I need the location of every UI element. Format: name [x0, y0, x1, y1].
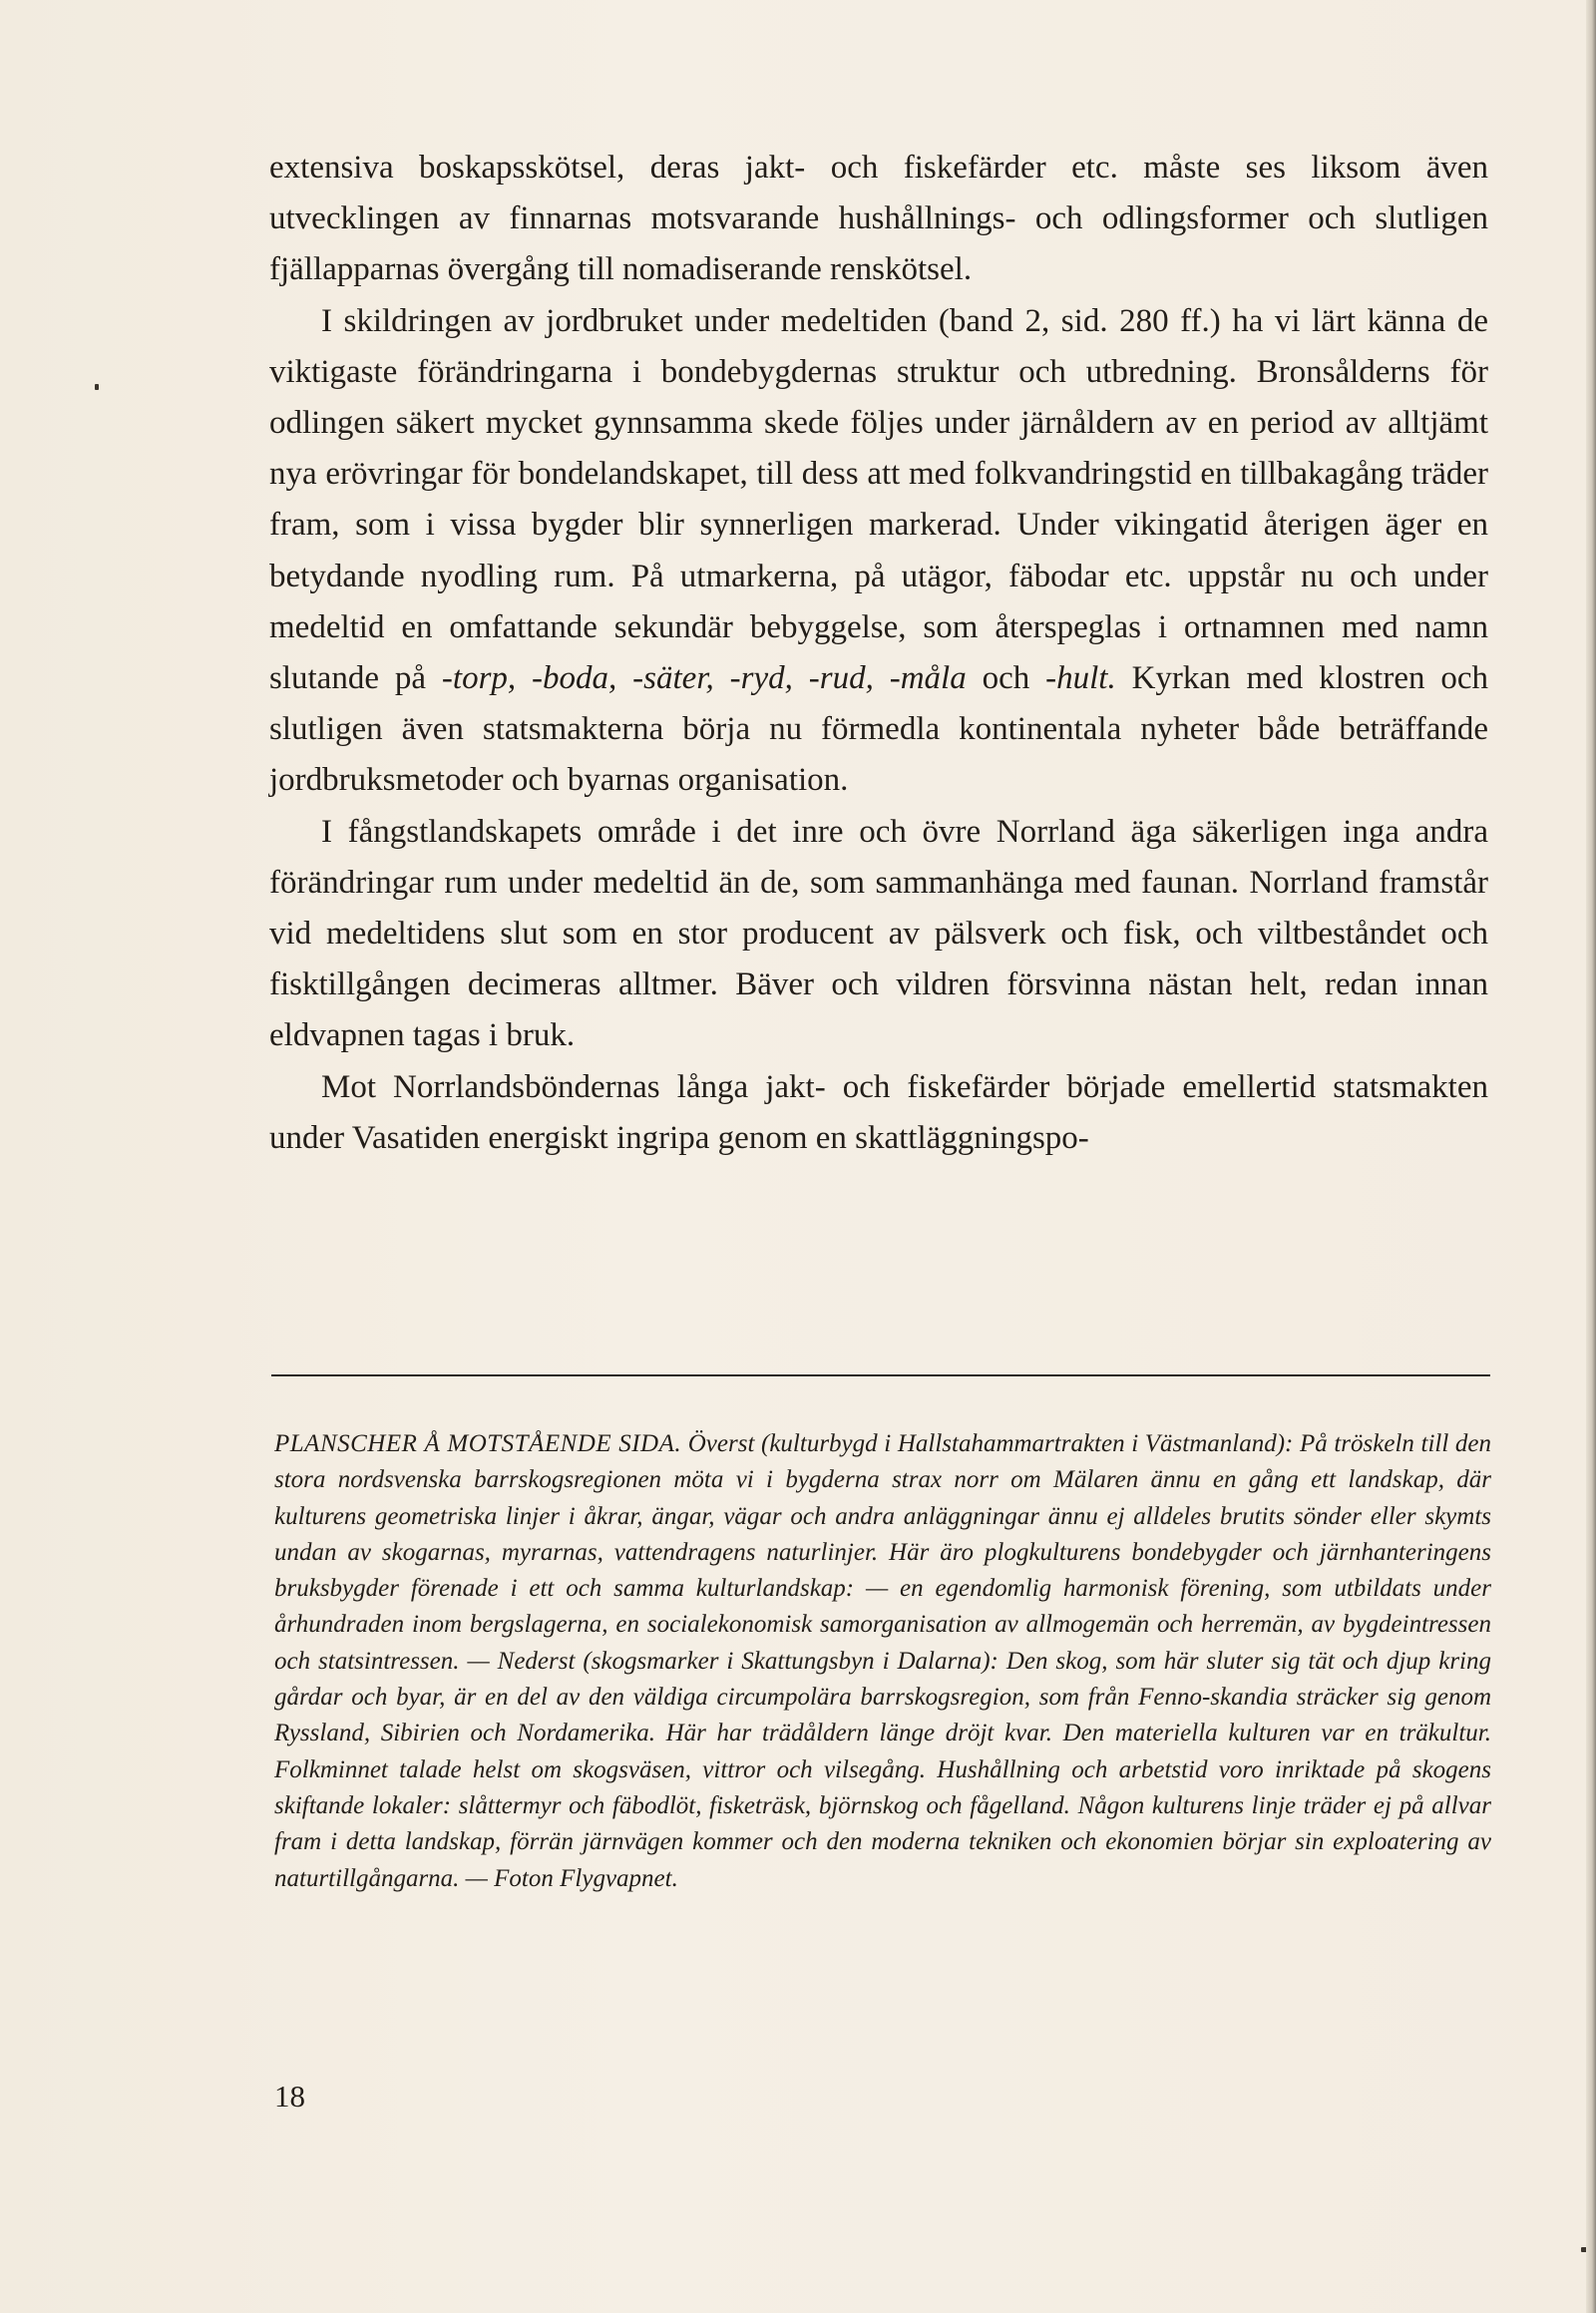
place-name-suffix-hult: -hult. — [1045, 660, 1116, 697]
scan-speck — [95, 384, 99, 390]
paragraph-4 — [269, 1062, 1488, 1164]
paragraph-3 — [269, 807, 1488, 1062]
caption-heading: PLANSCHER Å MOTSTÅENDE SIDA. — [274, 1430, 682, 1457]
page-edge-shadow — [1586, 0, 1596, 2313]
plate-caption — [274, 1426, 1491, 1897]
paragraph-1 — [269, 143, 1488, 296]
paragraph-3-text: I fångstlandskapets område i det inre och övre Norrland äga säkerligen inga andra förändringar rum under medeltid än de, som sammanhänga med faunan. Norrland framstår vid medeltidens slut som en stor producent av pälsverk och fisk, och viltbeståndet och fisktillgången decimeras alltmer. Bäver och vildren försvinna nästan helt, redan innan eldvapnen tagas i bruk. — [269, 813, 1488, 1054]
paragraph-2 — [269, 296, 1488, 807]
place-name-suffixes: -torp, -boda, -säter, -ryd, -rud, -måla — [441, 660, 967, 697]
caption-paragraph — [274, 1426, 1491, 1897]
paragraph-2-text: I skildringen av jordbruket under medeltiden (band 2, sid. 280 ff.) ha vi lärt känna de viktigaste förändringarna i bondebygdernas struktur och utbredning. Bronsålderns för odlingen säkert mycket gynnsamma skede följes under järnåldern av en period av alltjämt nya erövringar för bondelandskapet, till dess att med folkvandringstid en tillbakagång träder fram, som i vissa bygder blir synnerligen markerad. Under vikingatid återigen äger en betydande nyodling rum. På utmarkerna, på utägor, fäbodar etc. uppstår nu och under medeltid en omfattande sekundär bebyggelse, som återspeglas i ortnamnen med namn slutande på — [269, 302, 1488, 697]
main-text — [269, 143, 1488, 1164]
paragraph-4-text: Mot Norrlandsböndernas långa jakt- och fiskefärder började emellertid statsmakten under Vasatiden energiskt ingripa genom en skattläggningspo- — [269, 1068, 1488, 1156]
paragraph-2-conjunction: och — [966, 660, 1046, 697]
caption-divider — [271, 1374, 1490, 1376]
paragraph-2-text-end: Kyrkan med klostren och slutligen även statsmakterna börja nu förmedla kontinentala nyheter både beträffande jordbruksmetoder och byarnas organisation. — [269, 660, 1489, 799]
caption-text: Överst (kulturbygd i Hallstahammartrakten i Västmanland): På tröskeln till den stora nordsvenska barrskogsregionen möta vi i bygderna strax norr om Mälaren ännu en gång ett landskap, där kulturens geometriska linjer i åkrar, ängar, vägar och andra anläggningar ännu ej alldeles brutits sönder eller skymts undan av skogarnas, myrarnas, vattendragens naturlinjer. Här äro plogkulturens bondebygder och järnhanteringens bruksbygder förenade i ett och samma kulturlandskap: — en egendomlig harmonisk förening, som utbildats under århundraden inom bergslagerna, en socialekonomisk samorganisation av allmogemän och herremän, av bygdeintressen och statsintressen. — Nederst (skogsmarker i Skattungsbyn i Dalarna): Den skog, som här sluter sig tät och djup kring gårdar och byar, är en del av den väldiga circumpolära barrskogsregion, som från Fenno-skandia sträcker sig genom Ryssland, Sibirien och Nordamerika. Här har trädåldern länge dröjt kvar. Den materiella kulturen var en träkultur. Folkminnet talade helst om skogsväsen, vittror och vilsegång. Hushållning och arbetstid voro inriktade på skogens skiftande lokaler: slåttermyr och fäbodlöt, fisketräsk, björnskog och fågelland. Någon kulturens linje träder ej på allvar fram i detta landskap, förrän järnvägen kommer och den moderna tekniken och ekonomien börjar sin exploatering av naturtillgångarna. — Foton Flygvapnet. — [274, 1430, 1491, 1892]
page-number: 18 — [274, 2079, 305, 2114]
paragraph-1-text: extensiva boskapsskötsel, deras jakt- och fiskefärder etc. måste ses liksom även utvecklingen av finnarnas motsvarande hushållnings- och odlingsformer och slutligen fjällapparnas övergång till nomadiserande renskötsel. — [269, 150, 1488, 288]
